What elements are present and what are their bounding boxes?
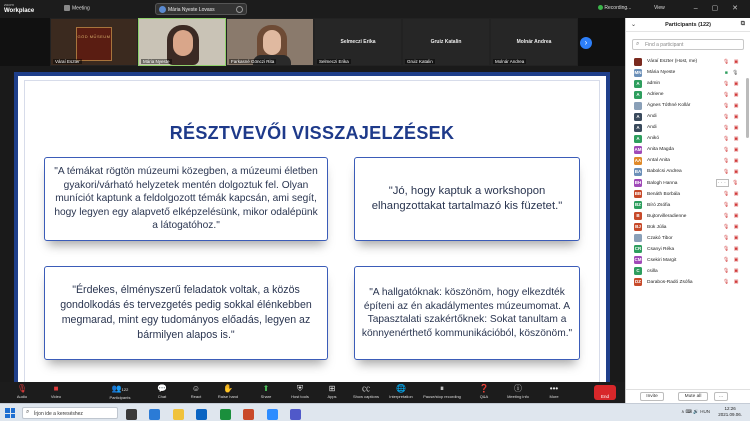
panel-footer (626, 389, 750, 403)
mic-muted-icon: 🎙 ▣ (723, 146, 740, 153)
participant-row[interactable] (626, 89, 744, 100)
interpretation-button[interactable]: 🌐 Interpretation (381, 384, 421, 399)
more-dots-icon: ••• (549, 384, 559, 393)
participant-center-name: Selmeczi Erika (340, 39, 376, 45)
feedback-quote-4: "A hallgatóknak: köszönöm, hogy elkezdték építeni az én akadálymentes múzeumomat. A Tapasztalati szakértőknek: Sokat tanultam a könnyenérthető kommunikációból, köszönöm." (354, 266, 580, 360)
participant-row[interactable] (626, 266, 744, 277)
avatar: A (634, 91, 642, 99)
meeting-toolbar (0, 382, 625, 403)
feedback-quote-2: "Jó, hogy kaptuk a workshopon elhangzottakat tartalmazó kis füzetet." (354, 157, 580, 241)
avatar: DZ (635, 279, 641, 285)
participant-name: csilla (647, 268, 658, 274)
task-view-icon[interactable] (126, 409, 137, 420)
mic-muted-icon: 🎙 ▣ (723, 246, 740, 253)
mic-muted-icon: 🎙 ▣ (723, 124, 740, 131)
shield-icon (64, 5, 70, 11)
video-tile[interactable] (490, 18, 578, 66)
recording-indicator[interactable]: Recording... (598, 5, 631, 11)
participant-row[interactable] (626, 189, 744, 200)
mail-icon[interactable] (196, 409, 207, 420)
search-icon: ⌕ (636, 41, 640, 47)
participant-row[interactable] (626, 255, 744, 266)
feedback-quote-3: "Érdekes, élményszerű feladatok voltak, a közös gondolkodás és tervezgetés pedig sokkal élénkebben megmarad, mint egy tudományos előadás, legyen az bármilyen alapos is." (44, 266, 328, 360)
zoom-logo: zoom Workplace (4, 2, 35, 14)
apps-button[interactable]: ⊞ Apps (312, 384, 352, 399)
participant-name: Bujtorvilleradienne (647, 213, 687, 219)
participant-name: Benáth Borbála (647, 191, 681, 197)
participant-name: admin (647, 81, 661, 87)
participant-row[interactable] (626, 211, 744, 222)
audio-button[interactable]: 🎙 Audio (2, 384, 42, 399)
windows-start-icon[interactable] (5, 408, 15, 418)
invite-button[interactable]: Invite (640, 392, 664, 401)
video-tile[interactable] (402, 18, 490, 66)
pause-recording-button[interactable]: ⏸ Pause/stop recording (423, 384, 461, 399)
participant-row[interactable] (626, 277, 744, 288)
chat-button[interactable]: 💬 Chat (142, 384, 182, 399)
edge-icon[interactable] (149, 409, 160, 420)
avatar: B (634, 212, 642, 220)
scrollbar[interactable] (746, 78, 749, 138)
panel-header (626, 18, 750, 32)
participant-row[interactable] (626, 78, 744, 89)
participant-name: Mária Nyeste (143, 59, 170, 64)
share-button[interactable]: ⬆ Share (246, 384, 286, 399)
shared-screen (0, 66, 625, 382)
avatar: C (634, 267, 642, 275)
participant-name: Anikó (647, 136, 659, 142)
mic-muted-icon: 🎙 ▣ (723, 102, 740, 109)
avatar: CM (634, 257, 642, 263)
shield-icon: ⛨ (297, 384, 303, 393)
mic-muted-icon: 🎙 ▣ (723, 257, 740, 264)
hand-icon: ✋ (223, 384, 233, 393)
avatar: A (634, 113, 642, 121)
pause-icon: ⏸ (440, 384, 444, 393)
chat-icon: 💬 (157, 384, 167, 393)
system-tray[interactable]: ∧ ⌨ 🔊 HUN (681, 409, 710, 414)
participant-row[interactable] (626, 244, 744, 255)
view-button[interactable]: View (654, 5, 665, 11)
mic-muted-icon: 🎙 ▣ (723, 168, 740, 175)
mic-muted-icon: 🎙 ▣ (723, 224, 740, 231)
mic-muted-icon: 🎙 ▣ (723, 80, 740, 87)
avatar: BH (634, 180, 642, 186)
participant-name: Gruiz Katalin (407, 59, 433, 64)
participants-panel (625, 18, 750, 403)
video-tile[interactable] (314, 18, 402, 66)
windows-taskbar (0, 403, 750, 421)
apps-grid-icon: ⊞ (328, 384, 336, 393)
info-icon: ⓘ (514, 384, 522, 393)
participant-row[interactable] (626, 144, 744, 155)
share-screen-icon: ⬆ (262, 384, 270, 393)
mic-muted-icon: 🎙 ▣ (723, 91, 740, 98)
excel-icon[interactable] (220, 409, 231, 420)
mic-muted-icon: 🎙 ▣ (723, 58, 740, 65)
mic-muted-icon: 🎙 ▣ (723, 268, 740, 275)
participant-name: Molnár Andrea (495, 59, 525, 64)
avatar (159, 6, 166, 13)
participant-row[interactable] (626, 67, 744, 78)
taskbar-apps (126, 407, 309, 421)
mic-muted-icon: 🎙 ▣ (723, 235, 740, 242)
next-page-arrow-icon[interactable]: › (580, 37, 592, 49)
avatar: CR (634, 246, 642, 252)
participant-name: Adriene (647, 92, 664, 98)
file-explorer-icon[interactable] (173, 409, 184, 420)
participant-name: Mária Nyeste (647, 70, 676, 76)
avatar: BZ (635, 202, 641, 208)
participant-center-name: Gruiz Katalin (430, 39, 462, 45)
participant-row[interactable] (626, 233, 744, 244)
mic-muted-icon: 🎙 ▣ (723, 113, 740, 120)
participant-row[interactable] (626, 178, 744, 189)
window-controls[interactable]: – ▢ ✕ (693, 5, 744, 12)
avatar: AA (634, 157, 642, 163)
pop-out-icon[interactable]: ⧉ (740, 21, 745, 27)
slide-title: RÉSZTVEVŐI VISSZAJELZÉSEK (169, 123, 455, 143)
participant-name: Darabos-Radó Zsófia (647, 279, 693, 285)
participant-list (626, 56, 744, 288)
meeting-info-button[interactable]: ⓘ Meeting info (498, 384, 538, 399)
participant-name: Bük Júlia (647, 224, 667, 230)
participant-name: Csekiri Margit (647, 257, 677, 263)
avatar: A (634, 80, 642, 88)
video-button[interactable]: ■ Video (36, 384, 76, 399)
participant-search-input[interactable]: ⌕ Find a participant (632, 39, 744, 50)
feedback-quote-1: "A témákat rögtön múzeumi közegben, a múzeumi életben gyakori/várható helyzetek mentén dolgoztuk fel. Olyan muníciót kaptunk a feldolgozott témák kapcsán, ami segít, hogy legyen egy alapvető elképzelésünk, mikor odalépünk a látogatóhoz." (44, 157, 328, 241)
more-dots-icon: ··· 🎙 (717, 180, 740, 187)
title-bar (0, 0, 750, 18)
video-tile-active-speaker[interactable] (138, 18, 226, 66)
participant-name: Babolcsi Andrea (647, 169, 682, 175)
more-button[interactable]: ••• More (534, 384, 574, 399)
avatar (634, 102, 642, 110)
mic-muted-icon: 🎙 (16, 384, 28, 393)
participant-name: Csanyi Réka (647, 246, 675, 252)
speaker-name: Mária Nyeste Lovass (168, 7, 215, 13)
video-tile[interactable] (50, 18, 138, 66)
participant-row[interactable] (626, 56, 744, 67)
book-cover-image: GÖD MŰSEUM (76, 27, 112, 61)
slide-frame (24, 80, 600, 382)
react-button[interactable]: ☺ React (176, 384, 216, 399)
participant-row[interactable] (626, 155, 744, 166)
qa-button[interactable]: ❓ Q&A (464, 384, 504, 399)
taskbar-search-input[interactable]: ⌕ Írjon ide a kereséshez (22, 407, 118, 419)
participant-name: Selmeczi Erika (319, 59, 349, 64)
participant-face (263, 30, 281, 55)
taskbar-clock[interactable]: 12:26 2021.09.06. (718, 406, 742, 417)
participant-face (173, 30, 193, 56)
mic-muted-icon: 🎙 ▣ (723, 157, 740, 164)
participant-row[interactable] (626, 122, 744, 133)
participants-button[interactable]: 👥122 Participants (100, 384, 140, 400)
recording-dot-icon (598, 5, 603, 10)
globe-icon: 🌐 (396, 384, 406, 393)
avatar: BA (634, 168, 642, 174)
video-off-icon: ■ (53, 384, 59, 393)
participant-row[interactable] (626, 200, 744, 211)
video-tile[interactable] (226, 18, 314, 66)
participant-name: Andi (647, 125, 657, 131)
participant-name: Czakó Tibor (647, 235, 673, 241)
mic-muted-icon: 🎙 ▣ (723, 279, 740, 286)
avatar: BJ (635, 224, 641, 230)
participant-name: Bíró Zsófia (647, 202, 671, 208)
avatar (634, 58, 642, 66)
avatar: A (634, 124, 642, 132)
participant-row[interactable] (626, 222, 744, 233)
people-icon: 👥122 (111, 384, 129, 393)
participant-row[interactable] (626, 133, 744, 144)
avatar: A (634, 135, 642, 143)
avatar: AM (634, 146, 642, 152)
powerpoint-icon[interactable] (243, 409, 254, 420)
mic-muted-icon: 🎙 ▣ (723, 202, 740, 209)
mic-muted-icon: 🎙 ▣ (723, 213, 740, 220)
end-meeting-button[interactable]: End (594, 385, 616, 400)
participant-name: Váraí Eszter (Host, me) (647, 59, 698, 64)
search-icon: ⌕ (26, 409, 30, 415)
raise-hand-button[interactable]: ✋ Raise hand (208, 384, 248, 399)
participant-name: Balogh Hanna (647, 180, 678, 186)
show-captions-button[interactable]: ㏄ Show captions (346, 384, 386, 399)
meeting-label[interactable]: Meeting (64, 5, 90, 11)
avatar (634, 234, 642, 242)
participant-name: Andi (647, 114, 657, 120)
avatar: MN (634, 69, 642, 75)
participant-name: Anita Magda (647, 147, 674, 153)
smiley-icon: ☺ (191, 384, 201, 393)
mic-muted-icon: 🎙 ▣ (723, 191, 740, 198)
panel-more-button[interactable]: ... (714, 392, 728, 401)
panel-title: Participants (122) (665, 22, 711, 28)
participant-row[interactable] (626, 166, 744, 177)
host-tools-button[interactable]: ⛨ Host tools (280, 384, 320, 399)
cc-icon: ㏄ (362, 384, 370, 393)
participant-row[interactable] (626, 100, 744, 111)
mic-muted-icon: 🎙 ▣ (723, 135, 740, 142)
zoom-icon[interactable] (267, 409, 278, 420)
participant-name: Váraí Eszter (55, 59, 80, 64)
chevron-down-icon[interactable]: ⌄ (631, 22, 637, 28)
video-on-icon: ■ 🎙 (724, 69, 740, 76)
qa-icon: ❓ (479, 384, 489, 393)
minimize-icon[interactable] (236, 6, 243, 13)
participant-name: Ágnes Tóthné Kollár (647, 103, 691, 109)
presentation-slide (14, 72, 610, 382)
participant-name: Antal Anita (647, 158, 670, 164)
teams-icon[interactable] (290, 409, 301, 420)
mute-all-button[interactable]: Mute all (678, 392, 708, 401)
active-speaker-pill[interactable] (155, 3, 247, 15)
video-gallery-strip (0, 18, 625, 66)
participant-row[interactable] (626, 111, 744, 122)
participant-center-name: Molnár Andrea (516, 39, 552, 45)
avatar: BB (634, 191, 642, 197)
participant-name: Farkasné Gönczi Rita (231, 59, 275, 64)
